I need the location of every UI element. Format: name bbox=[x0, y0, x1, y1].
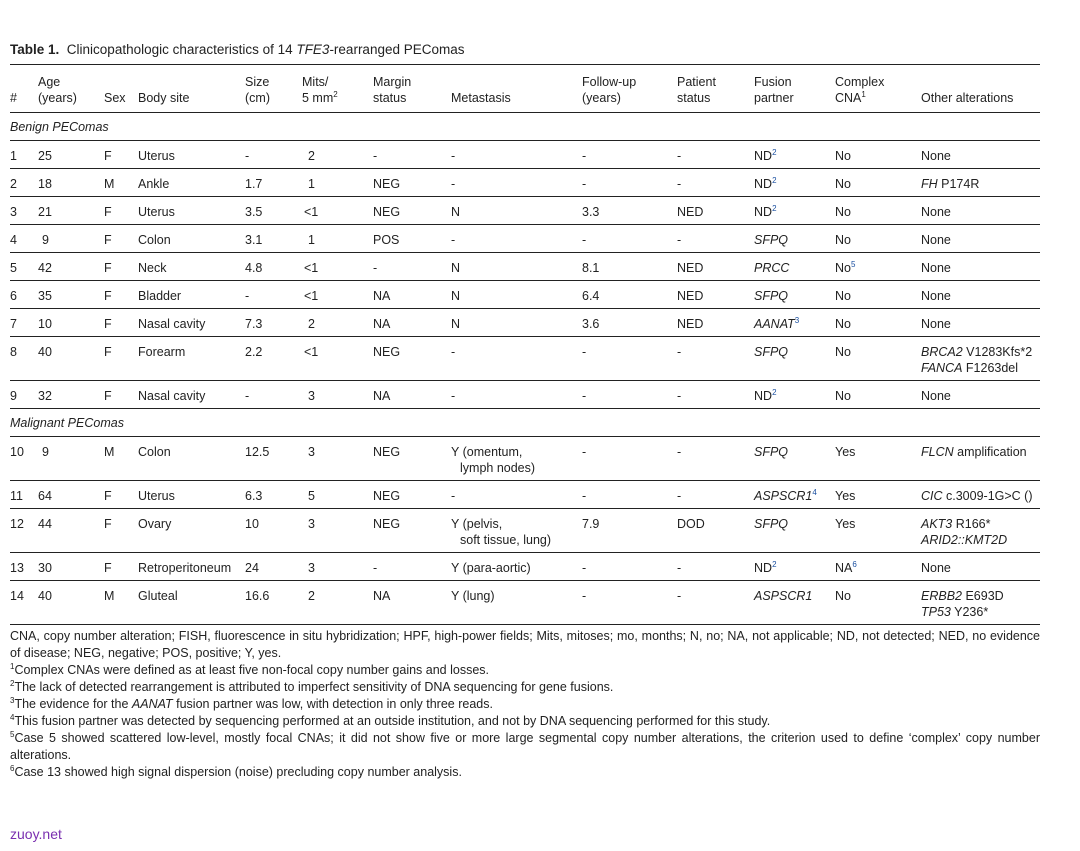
section-label: Malignant PEComas bbox=[10, 416, 124, 430]
cell-cna: No$^5$ bbox=[835, 259, 856, 275]
cell-sex: F bbox=[104, 289, 112, 303]
cell-age: 40 bbox=[38, 345, 52, 359]
cell-site: Neck bbox=[138, 261, 167, 275]
cell-fusion: SFPQ bbox=[754, 517, 789, 531]
cell-num: 4 bbox=[10, 233, 17, 247]
cell-sex: F bbox=[104, 149, 112, 163]
cell-site: Nasal cavity bbox=[138, 317, 206, 331]
cell-margin: NEG bbox=[373, 489, 401, 503]
cell-sex: F bbox=[104, 205, 112, 219]
table-row bbox=[10, 253, 1040, 281]
cell-mits: 3 bbox=[308, 517, 315, 531]
cell-age: 35 bbox=[38, 289, 52, 303]
header-row bbox=[10, 65, 1040, 113]
cell-cna: No bbox=[835, 177, 851, 191]
cell-mits: 1 bbox=[308, 233, 315, 247]
cell-metastasis: Y (omentum, lymph nodes) bbox=[451, 445, 536, 475]
cell-age: 32 bbox=[38, 389, 52, 403]
cell-followup: 3.6 bbox=[582, 317, 600, 331]
cell-margin: NA bbox=[373, 589, 391, 603]
header-sex: Sex bbox=[104, 91, 126, 105]
cell-patient-status: - bbox=[677, 389, 682, 403]
cell-site: Gluteal bbox=[138, 589, 178, 603]
title-text-after: -rearranged PEComas bbox=[329, 42, 465, 57]
cell-site: Forearm bbox=[138, 345, 186, 359]
watermark-text: zuoy.net bbox=[10, 826, 62, 842]
cell-fusion: SFPQ bbox=[754, 345, 789, 359]
footnote-5: $^5$Case 5 showed scattered low-level, mostly focal CNAs; it did not show five or more large segmental copy number alterations, the criterion used to define ‘complex’ copy number alterations. bbox=[10, 729, 1040, 762]
table-title bbox=[10, 42, 465, 57]
cell-patient-status: - bbox=[677, 561, 682, 575]
cell-followup: 8.1 bbox=[582, 261, 600, 275]
header-cna: Complex CNA$^1$ bbox=[835, 75, 885, 105]
cell-other: None bbox=[921, 233, 951, 247]
cell-sex: M bbox=[104, 177, 115, 191]
characteristics-table bbox=[10, 64, 1040, 625]
cell-sex: F bbox=[104, 517, 112, 531]
cell-age: 64 bbox=[38, 489, 52, 503]
cell-followup: - bbox=[582, 489, 587, 503]
cell-followup: - bbox=[582, 345, 587, 359]
cell-site: Uterus bbox=[138, 489, 175, 503]
cell-sex: M bbox=[104, 589, 115, 603]
cell-fusion: $ND^2$ bbox=[754, 203, 777, 219]
cell-margin: NEG bbox=[373, 445, 401, 459]
abbreviations-note: CNA, copy number alteration; FISH, fluorescence in situ hybridization; HPF, high-power fields; Mits, mitoses; mo, months; N, no; NA, not applicable; ND, not detected; NED, no evidence of disease; NEG, negative; POS, positive; Y, yes. bbox=[10, 629, 1040, 660]
cell-cna: No bbox=[835, 389, 851, 403]
cell-margin: NEG bbox=[373, 205, 401, 219]
cell-other: FH P174R bbox=[921, 177, 980, 191]
cell-age: 21 bbox=[38, 205, 52, 219]
cell-followup: - bbox=[582, 445, 587, 459]
cell-num: 11 bbox=[10, 489, 23, 503]
cell-patient-status: NED bbox=[677, 261, 704, 275]
section-label: Benign PEComas bbox=[10, 120, 109, 134]
cell-followup: - bbox=[582, 233, 587, 247]
table-row bbox=[10, 309, 1040, 337]
cell-fusion: $ND^2$ bbox=[754, 559, 777, 575]
cell-num: 9 bbox=[10, 389, 17, 403]
cell-margin: - bbox=[373, 261, 378, 275]
table-body bbox=[10, 113, 1040, 625]
cell-other: None bbox=[921, 289, 951, 303]
cell-patient-status: NED bbox=[677, 317, 704, 331]
header-num: # bbox=[10, 91, 17, 105]
cell-size: - bbox=[245, 389, 250, 403]
cell-sex: F bbox=[104, 389, 112, 403]
cell-cna: No bbox=[835, 317, 851, 331]
cell-other: CIC c.3009-1G>C () bbox=[921, 489, 1033, 503]
cell-num: 3 bbox=[10, 205, 17, 219]
cell-metastasis: N bbox=[451, 289, 461, 303]
cell-other: None bbox=[921, 261, 951, 275]
cell-site: Uterus bbox=[138, 149, 175, 163]
cell-metastasis: Y (lung) bbox=[451, 589, 495, 603]
cell-mits: 3 bbox=[308, 389, 315, 403]
cell-num: 5 bbox=[10, 261, 17, 275]
cell-other: None bbox=[921, 149, 951, 163]
cell-metastasis: - bbox=[451, 177, 456, 191]
cell-fusion: ASPSCR1 bbox=[754, 589, 813, 603]
cell-cna: $NA^6$ bbox=[835, 559, 857, 575]
header-patient-status: Patient status bbox=[677, 75, 716, 105]
cell-margin: NA bbox=[373, 289, 391, 303]
cell-mits: <1 bbox=[304, 289, 319, 303]
cell-patient-status: - bbox=[677, 589, 682, 603]
cell-followup: - bbox=[582, 561, 587, 575]
cell-mits: 2 bbox=[308, 317, 315, 331]
cell-size: - bbox=[245, 289, 250, 303]
title-text-before: Clinicopathologic characteristics of 14 bbox=[66, 42, 297, 57]
cell-size: 6.3 bbox=[245, 489, 263, 503]
cell-cna: Yes bbox=[835, 445, 856, 459]
cell-age: 44 bbox=[38, 517, 52, 531]
footnote-2: $^2$The lack of detected rearrangement is attributed to imperfect sensitivity of DNA sequencing for gene fusions. bbox=[10, 678, 614, 694]
cell-patient-status: - bbox=[677, 489, 682, 503]
table-row bbox=[10, 225, 1040, 253]
footnote-3: $^3$The evidence for the AANAT fusion partner was low, with detection in only three reads. bbox=[10, 695, 493, 711]
cell-cna: No bbox=[835, 289, 851, 303]
cell-patient-status: NED bbox=[677, 205, 704, 219]
footnote-6: $^6$Case 13 showed high signal dispersion (noise) precluding copy number analysis. bbox=[10, 763, 462, 779]
cell-followup: 6.4 bbox=[582, 289, 600, 303]
cell-margin: POS bbox=[373, 233, 400, 247]
section-row-malignant bbox=[10, 409, 1040, 437]
cell-other: ERBB2 E693D TP53 Y236* bbox=[921, 589, 1004, 619]
cell-followup: - bbox=[582, 389, 587, 403]
cell-metastasis: Y (para-aortic) bbox=[451, 561, 531, 575]
table-label: Table 1. bbox=[10, 42, 60, 57]
table-row bbox=[10, 381, 1040, 409]
table-row bbox=[10, 337, 1040, 381]
cell-size: 3.1 bbox=[245, 233, 263, 247]
cell-size: 12.5 bbox=[245, 445, 270, 459]
table-row bbox=[10, 509, 1040, 553]
cell-other: FLCN amplification bbox=[921, 445, 1027, 459]
cell-age: 25 bbox=[38, 149, 52, 163]
cell-margin: NA bbox=[373, 317, 391, 331]
cell-fusion: PRCC bbox=[754, 261, 790, 275]
cell-age: 18 bbox=[38, 177, 52, 191]
cell-cna: No bbox=[835, 345, 851, 359]
cell-mits: <1 bbox=[304, 345, 319, 359]
cell-age: 10 bbox=[38, 317, 52, 331]
cell-patient-status: - bbox=[677, 445, 682, 459]
cell-age: 9 bbox=[42, 233, 49, 247]
cell-cna: Yes bbox=[835, 517, 856, 531]
header-margin: Margin status bbox=[373, 75, 412, 105]
cell-followup: 7.9 bbox=[582, 517, 600, 531]
cell-sex: F bbox=[104, 561, 112, 575]
title-gene: TFE3 bbox=[296, 42, 330, 57]
cell-margin: - bbox=[373, 561, 378, 575]
table-row bbox=[10, 281, 1040, 309]
cell-num: 12 bbox=[10, 517, 24, 531]
cell-size: 4.8 bbox=[245, 261, 263, 275]
cell-fusion: AANAT$^3$ bbox=[754, 315, 800, 331]
section-row-benign bbox=[10, 113, 1040, 141]
cell-num: 2 bbox=[10, 177, 17, 191]
cell-cna: Yes bbox=[835, 489, 856, 503]
cell-patient-status: - bbox=[677, 149, 682, 163]
cell-patient-status: - bbox=[677, 345, 682, 359]
cell-size: 10 bbox=[245, 517, 259, 531]
cell-num: 7 bbox=[10, 317, 17, 331]
cell-cna: No bbox=[835, 233, 851, 247]
table-row bbox=[10, 481, 1040, 509]
cell-followup: - bbox=[582, 149, 587, 163]
cell-fusion: SFPQ bbox=[754, 289, 789, 303]
header-metastasis: Metastasis bbox=[451, 91, 511, 105]
cell-size: - bbox=[245, 149, 250, 163]
header-followup: Follow-up (years) bbox=[582, 75, 637, 105]
header-fusion: Fusion partner bbox=[754, 75, 794, 105]
table-row bbox=[10, 553, 1040, 581]
header-site: Body site bbox=[138, 91, 190, 105]
cell-fusion: $ND^2$ bbox=[754, 147, 777, 163]
cell-metastasis: - bbox=[451, 149, 456, 163]
cell-num: 10 bbox=[10, 445, 24, 459]
cell-metastasis: - bbox=[451, 233, 456, 247]
header-age: Age (years) bbox=[38, 75, 77, 105]
cell-margin: NEG bbox=[373, 345, 401, 359]
table-footnotes bbox=[10, 628, 1040, 781]
cell-followup: 3.3 bbox=[582, 205, 600, 219]
cell-metastasis: N bbox=[451, 317, 461, 331]
cell-sex: M bbox=[104, 445, 115, 459]
cell-other: None bbox=[921, 561, 951, 575]
cell-sex: F bbox=[104, 261, 112, 275]
cell-site: Colon bbox=[138, 445, 171, 459]
footnote-1: $^1$Complex CNAs were defined as at least five non-focal copy number gains and losses. bbox=[10, 661, 490, 677]
cell-other: None bbox=[921, 317, 951, 331]
table-row bbox=[10, 141, 1040, 169]
cell-size: 24 bbox=[245, 561, 259, 575]
cell-size: 7.3 bbox=[245, 317, 263, 331]
header-mits: Mits/ 5 $mm^2$ bbox=[302, 75, 338, 105]
cell-cna: No bbox=[835, 589, 851, 603]
cell-margin: NEG bbox=[373, 177, 401, 191]
cell-num: 6 bbox=[10, 289, 17, 303]
cell-sex: F bbox=[104, 317, 112, 331]
cell-mits: 3 bbox=[308, 445, 315, 459]
cell-site: Colon bbox=[138, 233, 171, 247]
cell-size: 1.7 bbox=[245, 177, 263, 191]
cell-site: Ankle bbox=[138, 177, 170, 191]
cell-other: BRCA2 V1283Kfs*2 FANCA F1263del bbox=[921, 345, 1033, 375]
cell-mits: 1 bbox=[308, 177, 315, 191]
cell-fusion: $ASPSCR1^4$ bbox=[754, 487, 817, 503]
cell-metastasis: - bbox=[451, 345, 456, 359]
cell-fusion: SFPQ bbox=[754, 445, 789, 459]
table-row bbox=[10, 437, 1040, 481]
cell-site: Retroperitoneum bbox=[138, 561, 232, 575]
cell-followup: - bbox=[582, 589, 587, 603]
cell-sex: F bbox=[104, 489, 112, 503]
cell-margin: - bbox=[373, 149, 378, 163]
cell-metastasis: - bbox=[451, 389, 456, 403]
cell-site: Nasal cavity bbox=[138, 389, 206, 403]
cell-patient-status: NED bbox=[677, 289, 704, 303]
cell-other: None bbox=[921, 205, 951, 219]
cell-followup: - bbox=[582, 177, 587, 191]
cell-fusion: $ND^2$ bbox=[754, 387, 777, 403]
cell-cna: No bbox=[835, 205, 851, 219]
cell-metastasis: - bbox=[451, 489, 456, 503]
header-size: Size (cm) bbox=[245, 75, 270, 105]
cell-num: 8 bbox=[10, 345, 17, 359]
cell-patient-status: - bbox=[677, 233, 682, 247]
cell-age: 9 bbox=[42, 445, 49, 459]
cell-cna: No bbox=[835, 149, 851, 163]
cell-age: 40 bbox=[38, 589, 52, 603]
table-row bbox=[10, 197, 1040, 225]
cell-patient-status: - bbox=[677, 177, 682, 191]
cell-site: Bladder bbox=[138, 289, 182, 303]
cell-size: 16.6 bbox=[245, 589, 270, 603]
cell-age: 30 bbox=[38, 561, 52, 575]
cell-other: None bbox=[921, 389, 951, 403]
cell-fusion: SFPQ bbox=[754, 233, 789, 247]
cell-metastasis: N bbox=[451, 205, 461, 219]
cell-metastasis: Y (pelvis, soft tissue, lung) bbox=[451, 517, 552, 547]
cell-metastasis: N bbox=[451, 261, 461, 275]
cell-mits: <1 bbox=[304, 205, 319, 219]
cell-age: 42 bbox=[38, 261, 52, 275]
table-row bbox=[10, 581, 1040, 625]
cell-num: 14 bbox=[10, 589, 24, 603]
cell-mits: 3 bbox=[308, 561, 315, 575]
cell-site: Uterus bbox=[138, 205, 175, 219]
cell-num: 1 bbox=[10, 149, 17, 163]
cell-sex: F bbox=[104, 233, 112, 247]
cell-size: 2.2 bbox=[245, 345, 263, 359]
cell-margin: NEG bbox=[373, 517, 401, 531]
cell-fusion: $ND^2$ bbox=[754, 175, 777, 191]
cell-other: AKT3 R166* ARID2::KMT2D bbox=[921, 517, 1008, 547]
cell-patient-status: DOD bbox=[677, 517, 705, 531]
cell-sex: F bbox=[104, 345, 112, 359]
cell-num: 13 bbox=[10, 561, 24, 575]
cell-mits: <1 bbox=[304, 261, 319, 275]
cell-mits: 2 bbox=[308, 149, 315, 163]
cell-mits: 5 bbox=[308, 489, 315, 503]
cell-margin: NA bbox=[373, 389, 391, 403]
table-row bbox=[10, 169, 1040, 197]
header-other: Other alterations bbox=[921, 91, 1014, 105]
cell-site: Ovary bbox=[138, 517, 172, 531]
cell-mits: 2 bbox=[308, 589, 315, 603]
cell-size: 3.5 bbox=[245, 205, 263, 219]
footnote-4: $^4$This fusion partner was detected by sequencing performed at an outside institution, and not by DNA sequencing performed for this study. bbox=[10, 712, 771, 728]
